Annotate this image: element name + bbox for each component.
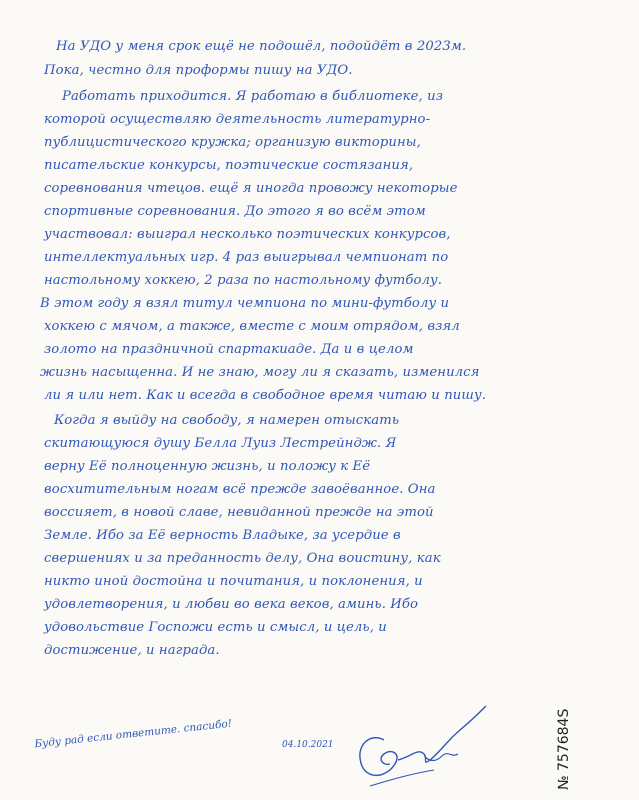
letter-line: удовольствие Госпожи есть и смысл, и цель, и [44,620,387,635]
signature [340,700,500,795]
letter-line: соревнования чтецов. ещё я иногда провожу некоторые [44,181,458,196]
letter-line: свершениях и за преданность делу, Она воистину, как [44,551,441,566]
letter-line: хоккею с мячом, а также, вместе с моим отрядом, взял [44,319,460,334]
letter-line: Работать приходится. Я работаю в библиотеке, из [62,89,443,104]
letter-line: достижение, и награда. [44,643,220,658]
letter-line: верну Её полноценную жизнь, и положу к Её [44,459,371,474]
letter-line: писательские конкурсы, поэтические состязания, [44,158,414,173]
letter-line: интеллектуальных игр. 4 раз выигрывал чемпионат по [44,250,449,265]
letter-line: скитающуюся душу Белла Луиз Лестрейндж. Я [44,436,397,451]
letter-line: спортивные соревнования. До этого я во всём этом [44,204,426,219]
letter-line: жизнь насыщенна. И не знаю, могу ли я сказать, изменился [40,365,480,380]
letter-line: ли я или нет. Как и всегда в свободное время читаю и пишу. [44,388,487,403]
letter-line: В этом году я взял титул чемпиона по мини-футболу и [40,296,450,311]
letter-line: золото на праздничной спартакиаде. Да и в целом [44,342,414,357]
letter-line: никто иной достойна и почитания, и поклонения, и [44,574,423,589]
letter-line: удовлетворения, и любви во века веков, аминь. Ибо [44,597,419,612]
letter-line: На УДО у меня срок ещё не подошёл, подойдёт в 2023м. [56,39,467,54]
letter-line: которой осуществляю деятельность литературно- [44,112,431,127]
serial-number: № 757684S [556,708,572,790]
closing-note: Буду рад если ответите. спасибо! [33,717,233,751]
letter-line: Когда я выйду на свободу, я намерен отыскать [54,413,400,428]
letter-line: настольному хоккею, 2 раза по настольному футболу. [44,273,443,288]
letter-line: воссияет, в новой славе, невиданной прежде на этой [44,505,434,520]
letter-line: участвовал: выиграл несколько поэтических конкурсов, [44,227,451,242]
letter-date: 04.10.2021 [282,740,334,750]
letter-line: Земле. Ибо за Её верность Владыке, за усердие в [44,528,401,543]
letter-line: восхитительным ногам всё прежде завоёванное. Она [44,482,436,497]
letter-line: Пока, честно для проформы пишу на УДО. [44,63,353,78]
letter-line: публицистического кружка; организую викторины, [44,135,421,150]
